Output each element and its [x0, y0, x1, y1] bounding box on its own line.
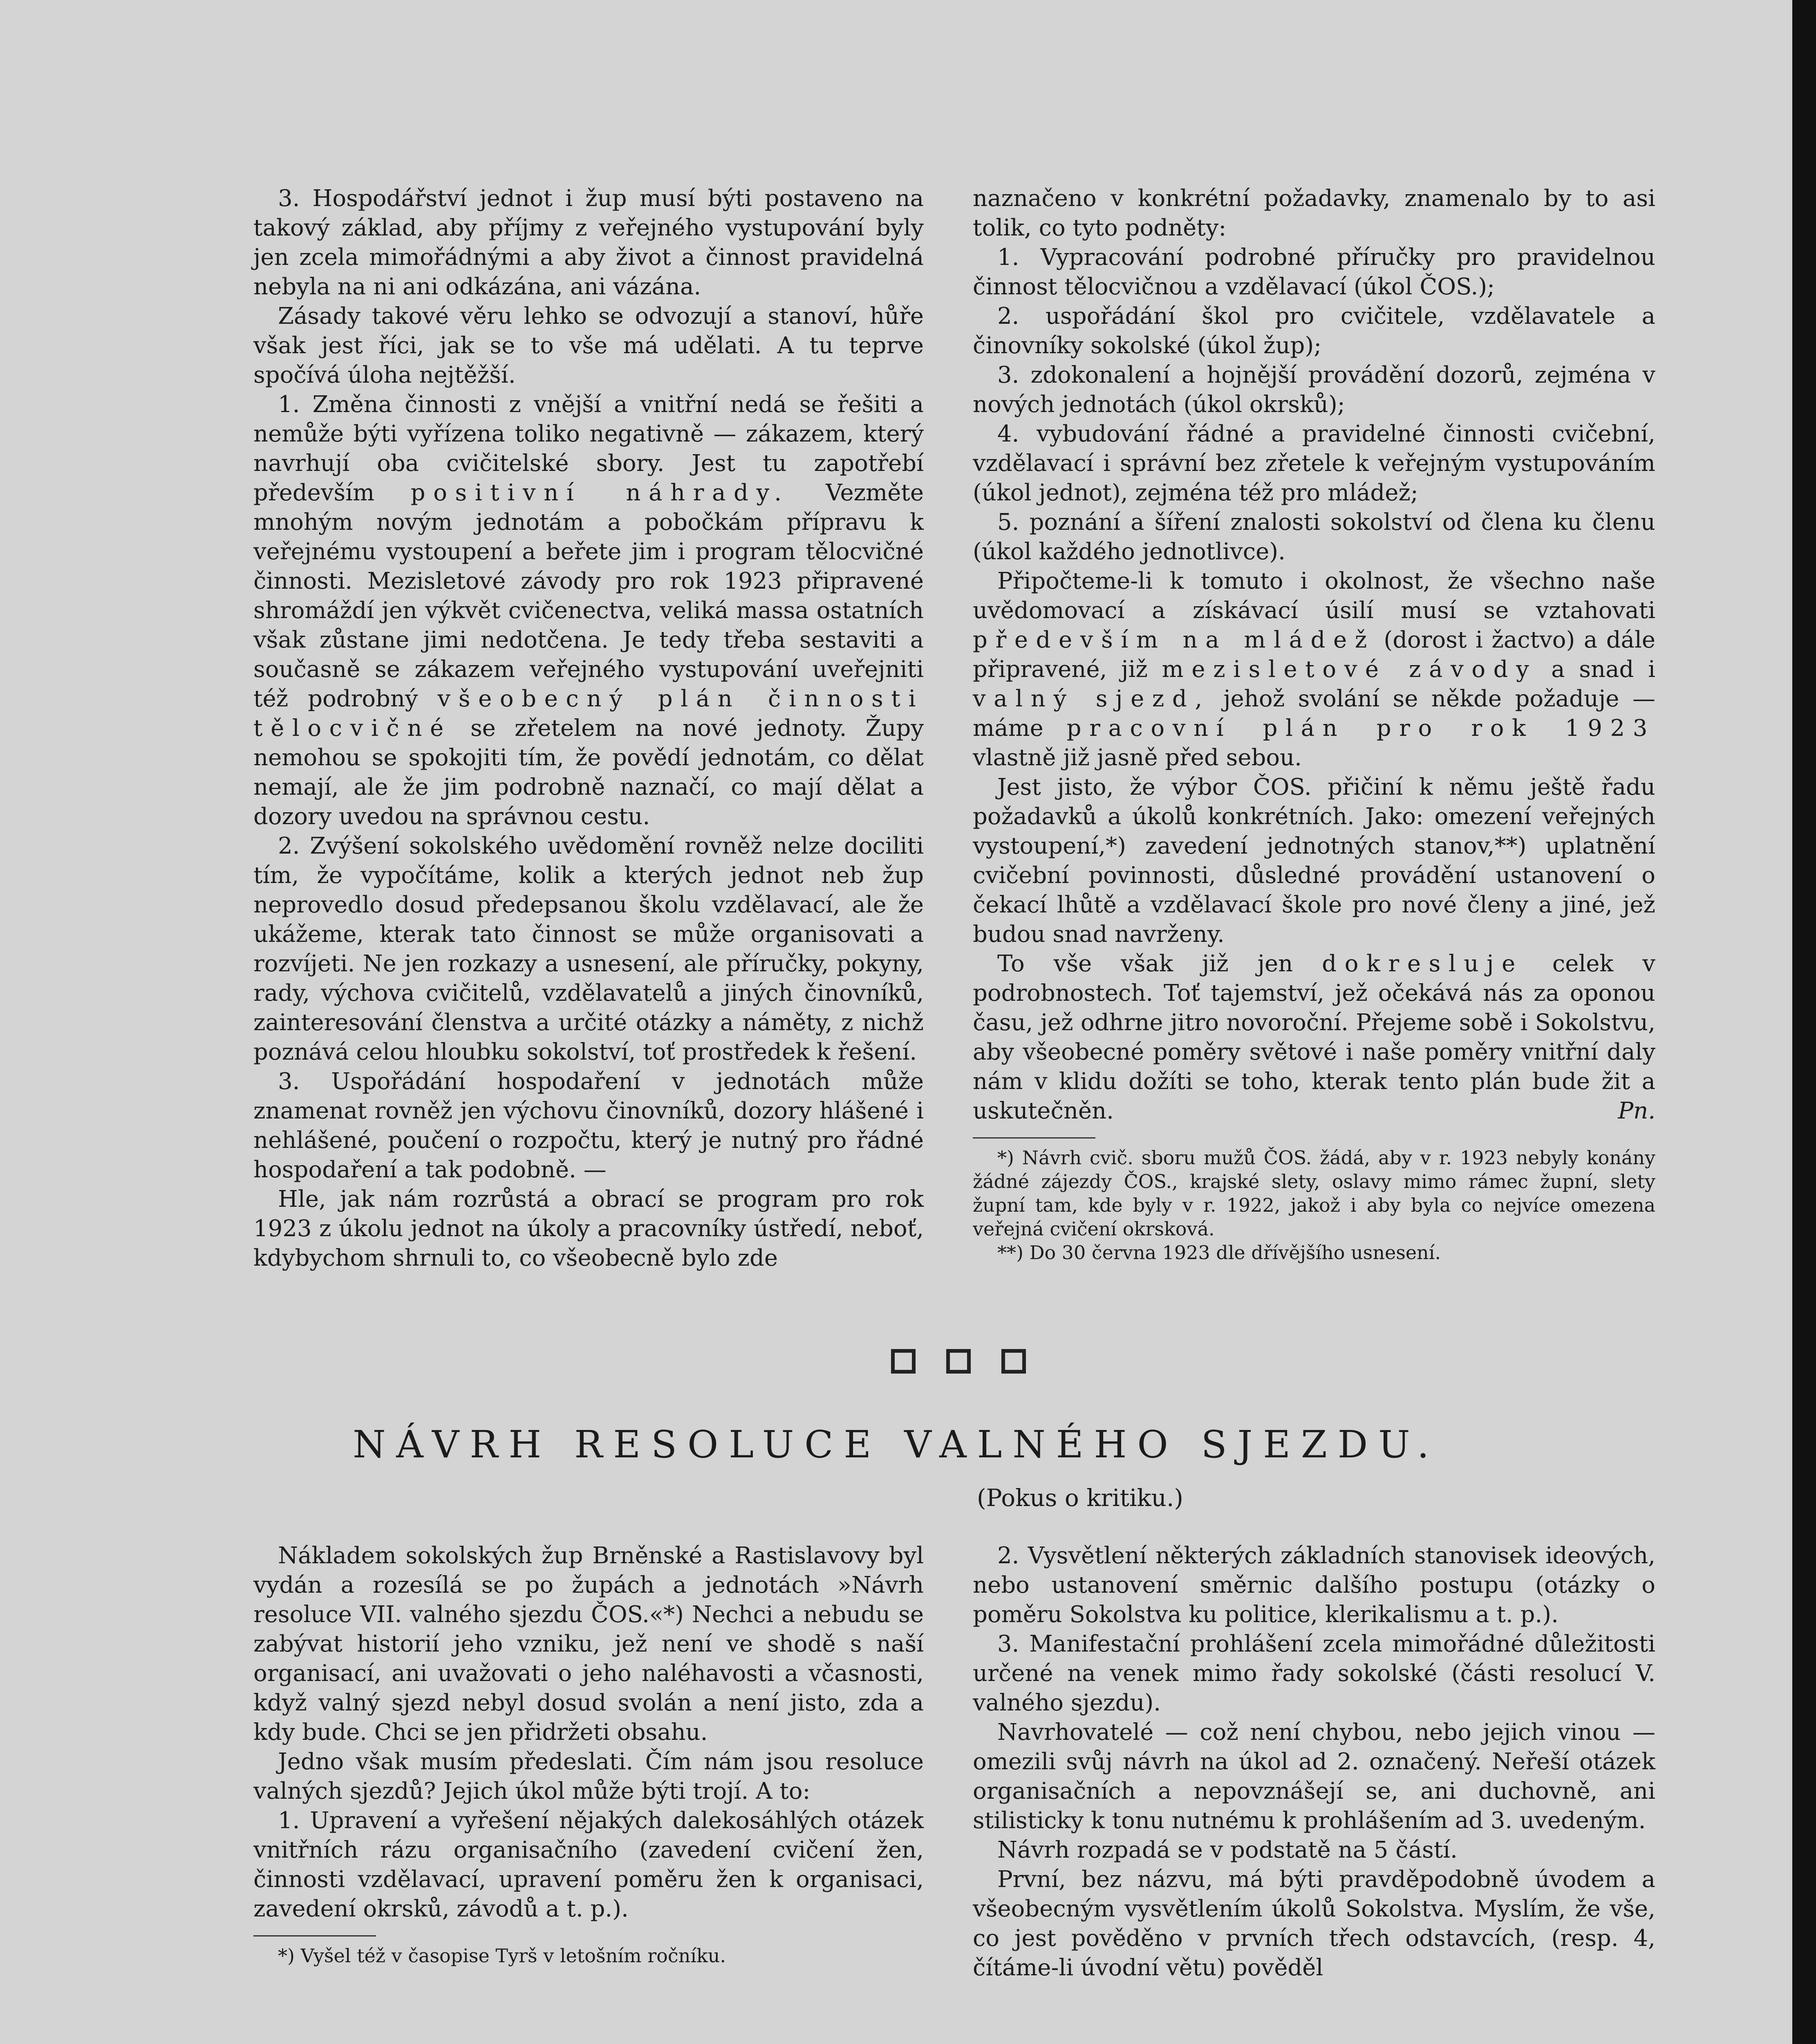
paragraph: Návrh rozpadá se v podstatě na 5 částí. — [997, 1837, 1458, 1863]
footnote: *) Návrh cvič. sboru mužů ČOS. žádá, aby v r. 1923 nebyly konány žádné zájezdy ČOS., krajské slety, oslavy mimo rámec župní, slety župní tam, kde byly v r. 1922, jakož i aby byla co nejvíce omezena veřejná cvičení okrsková. — [973, 1147, 1655, 1240]
footnote-rule — [253, 1935, 376, 1936]
paragraph: 2. Vysvětlení některých základních stanovisek ideových, nebo ustanovení směrnic dalšího postupu (otázky o poměru Sokolstva ku politice, klerikalismu a t. p.). — [973, 1542, 1655, 1628]
top-right-column — [973, 184, 1655, 1264]
signature: Pn. — [1618, 1098, 1655, 1124]
paragraph: 3. Uspořádání hospodaření v jednotách může znamenat rovněž jen výchovu činovníků, dozory hlášené i nehlášené, poučení o rozpočtu, který je nutný pro řádné hospodaření a tak podobně. — — [253, 1068, 924, 1183]
paragraph: 1. Změna činnosti z vnější a vnitřní nedá se řešiti a nemůže býti vyřízena toliko negativně — zákazem, který navrhují oba cvičitelské sbory. Jest tu zapotřebí především positivní náhrady. Vezměte mnohým novým jednotám a pobočkám přípravu k veřejnému vystoupení a beřete jim i program tělocvičné činnosti. Mezisletové závody pro rok 1923 připravené shromáždí jen výkvět cvičenectva, veliká massa ostatních však zůstane jimi nedotčena. Je tedy třeba sestaviti a současně se zákazem veřejného vystupování uveřejniti též podrobný všeobecný plán činnosti tělocvičné se zřetelem na nové jednoty. Župy nemohou se spokojiti tím, že povědí jednotám, co dělat nemají, ale že jim podrobně naznačí, co mají dělat a dozory uvedou na správnou cestu. — [253, 391, 924, 830]
list-item: 1. Vypracování podrobné příručky pro pravidelnou činnost tělocvičnou a vzdělavací (úkol ČOS.); — [973, 244, 1655, 300]
paragraph: 3. Hospodářství jednot i žup musí býti postaveno na takový základ, aby příjmy z veřejného vystupování byly jen zcela mimořádnými a aby život a činnost pravidelná nebyla na ni ani odkázána, ani vázána. — [253, 185, 924, 300]
footnote: *) Vyšel též v časopise Tyrš v letošním ročníku. — [278, 1945, 726, 1967]
article-subtitle: (Pokus o kritiku.) — [976, 1484, 1184, 1512]
section-divider — [891, 1349, 1026, 1374]
paragraph: Připočteme-li k tomuto i okolnost, že všechno naše uvědomovací a získávací úsilí musí se vztahovati především na mládež (dorost i žactvo) a dále připravené, již mezisletové závody a snad i valný sjezd, jehož svolání se někde požaduje — máme pracovní plán pro rok 1923 vlastně již jasně před sebou. — [973, 568, 1655, 771]
footnote-rule — [973, 1137, 1095, 1139]
paragraph: Nákladem sokolských žup Brněnské a Rastislavovy byl vydán a rozesílá se po župách a jednotách »Návrh resoluce VII. valného sjezdu ČOS.«*) Nechci a nebudu se zabývat historií jeho vzniku, jež není ve shodě s naší organisací, ani uvažovati o jeho naléhavosti a včasnosti, když valný sjezd nebyl dosud svolán a není jisto, zda a kdy bude. Chci se jen přidržeti obsahu. — [253, 1542, 924, 1746]
square-ornament — [1001, 1349, 1026, 1374]
paragraph: Jedno však musím předeslati. Čím nám jsou resoluce valných sjezdů? Jejich úkol může býti trojí. A to: — [253, 1748, 924, 1804]
scan-border — [1792, 0, 1816, 2044]
top-left-column — [253, 184, 924, 1273]
paragraph: To vše však již jen dokresluje celek v podrobnostech. Toť tajemství, jež očekává nás za oponou času, jež odhrne jitro novoroční. Přejeme sobě i Sokolstvu, aby všeobecné poměry světové i naše poměry vnitřní daly nám v klidu dožíti se toho, kterak tento plán bude žit a uskutečněn. Pn. — [973, 949, 1655, 1126]
footnote: **) Do 30 června 1923 dle dřívějšího usnesení. — [997, 1242, 1441, 1264]
list-item: 2. uspořádání škol pro cvičitele, vzdělavatele a činovníky sokolské (úkol žup); — [973, 303, 1655, 359]
paragraph: Jest jisto, že výbor ČOS. přičiní k němu ještě řadu požadavků a úkolů konkrétních. Jako: omezení veřejných vystoupení,*) zavedení jednotných stanov,**) uplatnění cvičební povinnosti, důsledné provádění ustanovení o čekací lhůtě a vzdělavací škole pro nové členy a jiné, jež budou snad navrženy. — [973, 774, 1655, 948]
list-item: 5. poznání a šíření znalosti sokolství od člena ku členu (úkol každého jednotlivce). — [973, 509, 1655, 565]
list-item: 4. vybudování řádné a pravidelné činnosti cvičební, vzdělavací i správní bez zřetele k veřejným vystupováním (úkol jednot), zejména též pro mládež; — [973, 421, 1655, 506]
bottom-left-column — [253, 1541, 924, 1968]
paragraph: Navrhovatelé — což není chybou, nebo jejich vinou — omezili svůj návrh na úkol ad 2. označený. Neřeší otázek organisačních a nepovznášejí se, ani duchovně, ani stilisticky k tonu nutnému k prohlášením ad 3. uvedeným. — [973, 1719, 1655, 1834]
list-item: 3. zdokonalení a hojnější provádění dozorů, zejména v nových jednotách (úkol okrsků); — [973, 362, 1655, 418]
article-title: NÁVRH RESOLUCE VALNÉHO SJEZDU. — [353, 1423, 1440, 1466]
paragraph: Zásady takové věru lehko se odvozují a stanoví, hůře však jest říci, jak se to vše má udělati. A tu teprve spočívá úloha nejtěžší. — [253, 303, 924, 388]
bottom-right-column — [973, 1541, 1655, 1983]
paragraph: První, bez názvu, má býti pravděpodobně úvodem a všeobecným vysvětlením úkolů Sokolstva. Myslím, že vše, co jest pověděno v prvních třech odstavcích, (resp. 4, čítáme-li úvodní větu) pověděl — [973, 1866, 1655, 1981]
paragraph: Hle, jak nám rozrůstá a obrací se program pro rok 1923 z úkolu jednot na úkoly a pracovníky ústředí, neboť, kdybychom shrnuli to, co všeobecně bylo zde — [253, 1186, 924, 1271]
square-ornament — [891, 1349, 916, 1374]
paragraph: naznačeno v konkrétní požadavky, znamenalo by to asi tolik, co tyto podněty: — [973, 185, 1655, 241]
paragraph: 2. Zvýšení sokolského uvědomění rovněž nelze dociliti tím, že vypočítáme, kolik a kterých jednot neb žup neprovedlo dosud předepsanou školu vzdělavací, ale že ukážeme, kterak tato činnost se může organisovati a rozvíjeti. Ne jen rozkazy a usnesení, ale příručky, pokyny, rady, výchova cvičitelů, vzdělavatelů a jiných činovníků, zainteresování členstva a určité otázky a náměty, z nichž poznává celou hloubku sokolství, toť prostředek k řešení. — [253, 833, 924, 1065]
square-ornament — [946, 1349, 971, 1374]
paragraph: 1. Upravení a vyřešení nějakých dalekosáhlých otázek vnitřních rázu organisačního (zavedení cvičení žen, činnosti vzdělavací, upravení poměru žen k organisaci, zavedení okrsků, závodů a t. p.). — [253, 1807, 924, 1922]
paragraph: 3. Manifestační prohlášení zcela mimořádné důležitosti určené na venek mimo řady sokolské (části resolucí V. valného sjezdu). — [973, 1631, 1655, 1716]
